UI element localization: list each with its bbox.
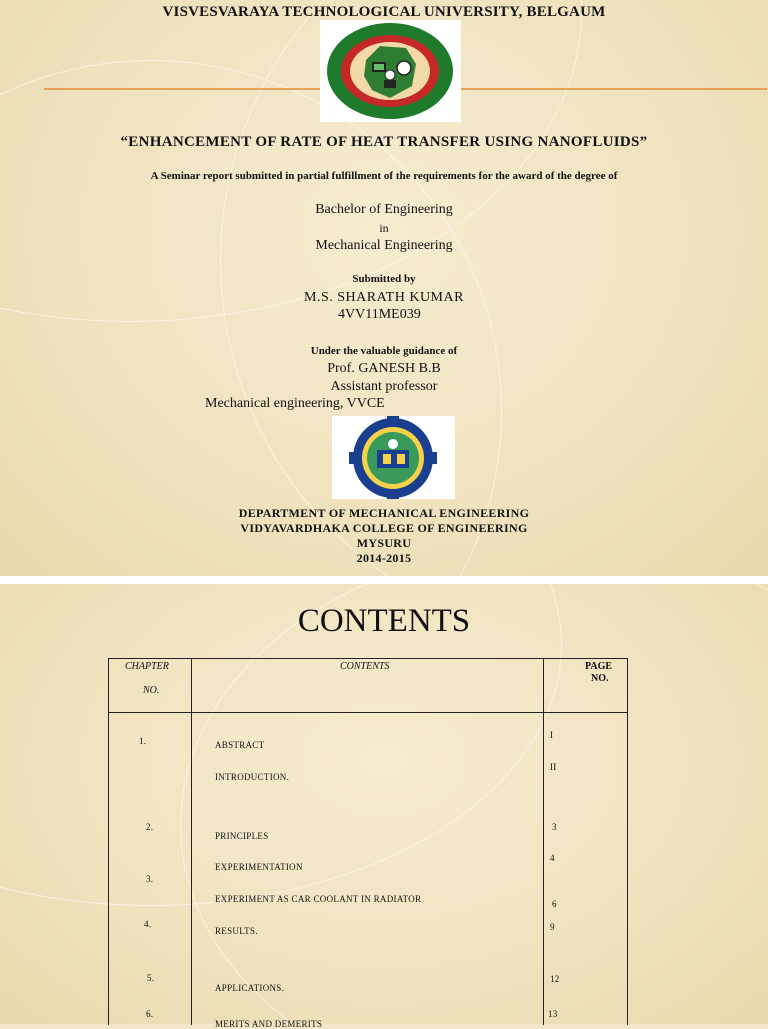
contents-item: EXPERIMENTATION bbox=[215, 862, 303, 872]
chapter-number: 4. bbox=[144, 919, 152, 929]
header-divider bbox=[109, 712, 627, 713]
header-rule-right bbox=[461, 88, 767, 90]
contents-item: MERITS AND DEMERITS bbox=[215, 1019, 323, 1029]
page-number: I bbox=[550, 730, 554, 740]
student-name: M.S. SHARATH KUMAR bbox=[304, 290, 464, 305]
university-name: VISVESVARAYA TECHNOLOGICAL UNIVERSITY, BELGAUM bbox=[162, 4, 606, 20]
guide-title: Assistant professor bbox=[330, 379, 438, 394]
page-number: II bbox=[550, 762, 557, 772]
contents-item: APPLICATIONS. bbox=[215, 983, 285, 993]
column-divider bbox=[543, 659, 544, 1025]
column-divider bbox=[191, 659, 192, 1025]
page-number: 13 bbox=[548, 1009, 558, 1019]
page-number: 9 bbox=[550, 922, 555, 932]
contents-heading: CONTENTS bbox=[297, 603, 471, 639]
department-name: DEPARTMENT OF MECHANICAL ENGINEERING bbox=[238, 506, 530, 520]
report-subtitle: A Seminar report submitted in partial fulfillment of the requirements for the award of the degree of bbox=[150, 170, 618, 182]
chapter-number: 1. bbox=[139, 736, 147, 746]
contents-item: INTRODUCTION. bbox=[215, 772, 290, 782]
contents-item: EXPERIMENT AS CAR COOLANT IN RADIATOR bbox=[215, 894, 422, 904]
academic-year: 2014-2015 bbox=[356, 551, 412, 565]
page-number: 6 bbox=[552, 899, 557, 909]
degree-branch: Mechanical Engineering bbox=[315, 238, 453, 253]
submitted-by-label: Submitted by bbox=[352, 273, 416, 285]
degree-name: Bachelor of Engineering bbox=[315, 202, 453, 217]
chapter-number: 2. bbox=[146, 822, 154, 832]
guide-name: Prof. GANESH B.B bbox=[327, 361, 441, 376]
slide-gap bbox=[0, 576, 768, 584]
student-usn: 4VV11ME039 bbox=[338, 307, 421, 322]
contents-item: ABSTRACT bbox=[215, 740, 265, 750]
chapter-number: 5. bbox=[147, 973, 155, 983]
university-logo bbox=[320, 20, 461, 122]
header-page: PAGE bbox=[585, 661, 613, 672]
department-block bbox=[0, 506, 768, 566]
college-logo bbox=[332, 416, 455, 499]
header-rule-left bbox=[44, 88, 320, 90]
header-chapter-no: NO. bbox=[143, 685, 160, 696]
header-page-no: NO. bbox=[591, 673, 609, 684]
contents-table bbox=[108, 658, 628, 1029]
college-name: VIDYAVARDHAKA COLLEGE OF ENGINEERING bbox=[240, 521, 528, 535]
page-number: 4 bbox=[550, 853, 555, 863]
chapter-number: 6. bbox=[146, 1009, 154, 1019]
degree-in: in bbox=[379, 221, 389, 235]
chapter-number: 3. bbox=[146, 874, 154, 884]
city-name: MYSURU bbox=[356, 536, 412, 550]
guidance-label: Under the valuable guidance of bbox=[310, 345, 458, 357]
contents-item: PRINCIPLES bbox=[215, 831, 269, 841]
contents-item: RESULTS. bbox=[215, 926, 258, 936]
report-title: “ENHANCEMENT OF RATE OF HEAT TRANSFER USING NANOFLUIDS” bbox=[120, 134, 648, 150]
header-chapter: CHAPTER bbox=[125, 661, 169, 672]
page-number: 3 bbox=[552, 822, 557, 832]
header-contents: CONTENTS bbox=[340, 661, 390, 672]
guide-department: Mechanical engineering, VVCE bbox=[205, 396, 385, 411]
page-number: 12 bbox=[550, 974, 560, 984]
